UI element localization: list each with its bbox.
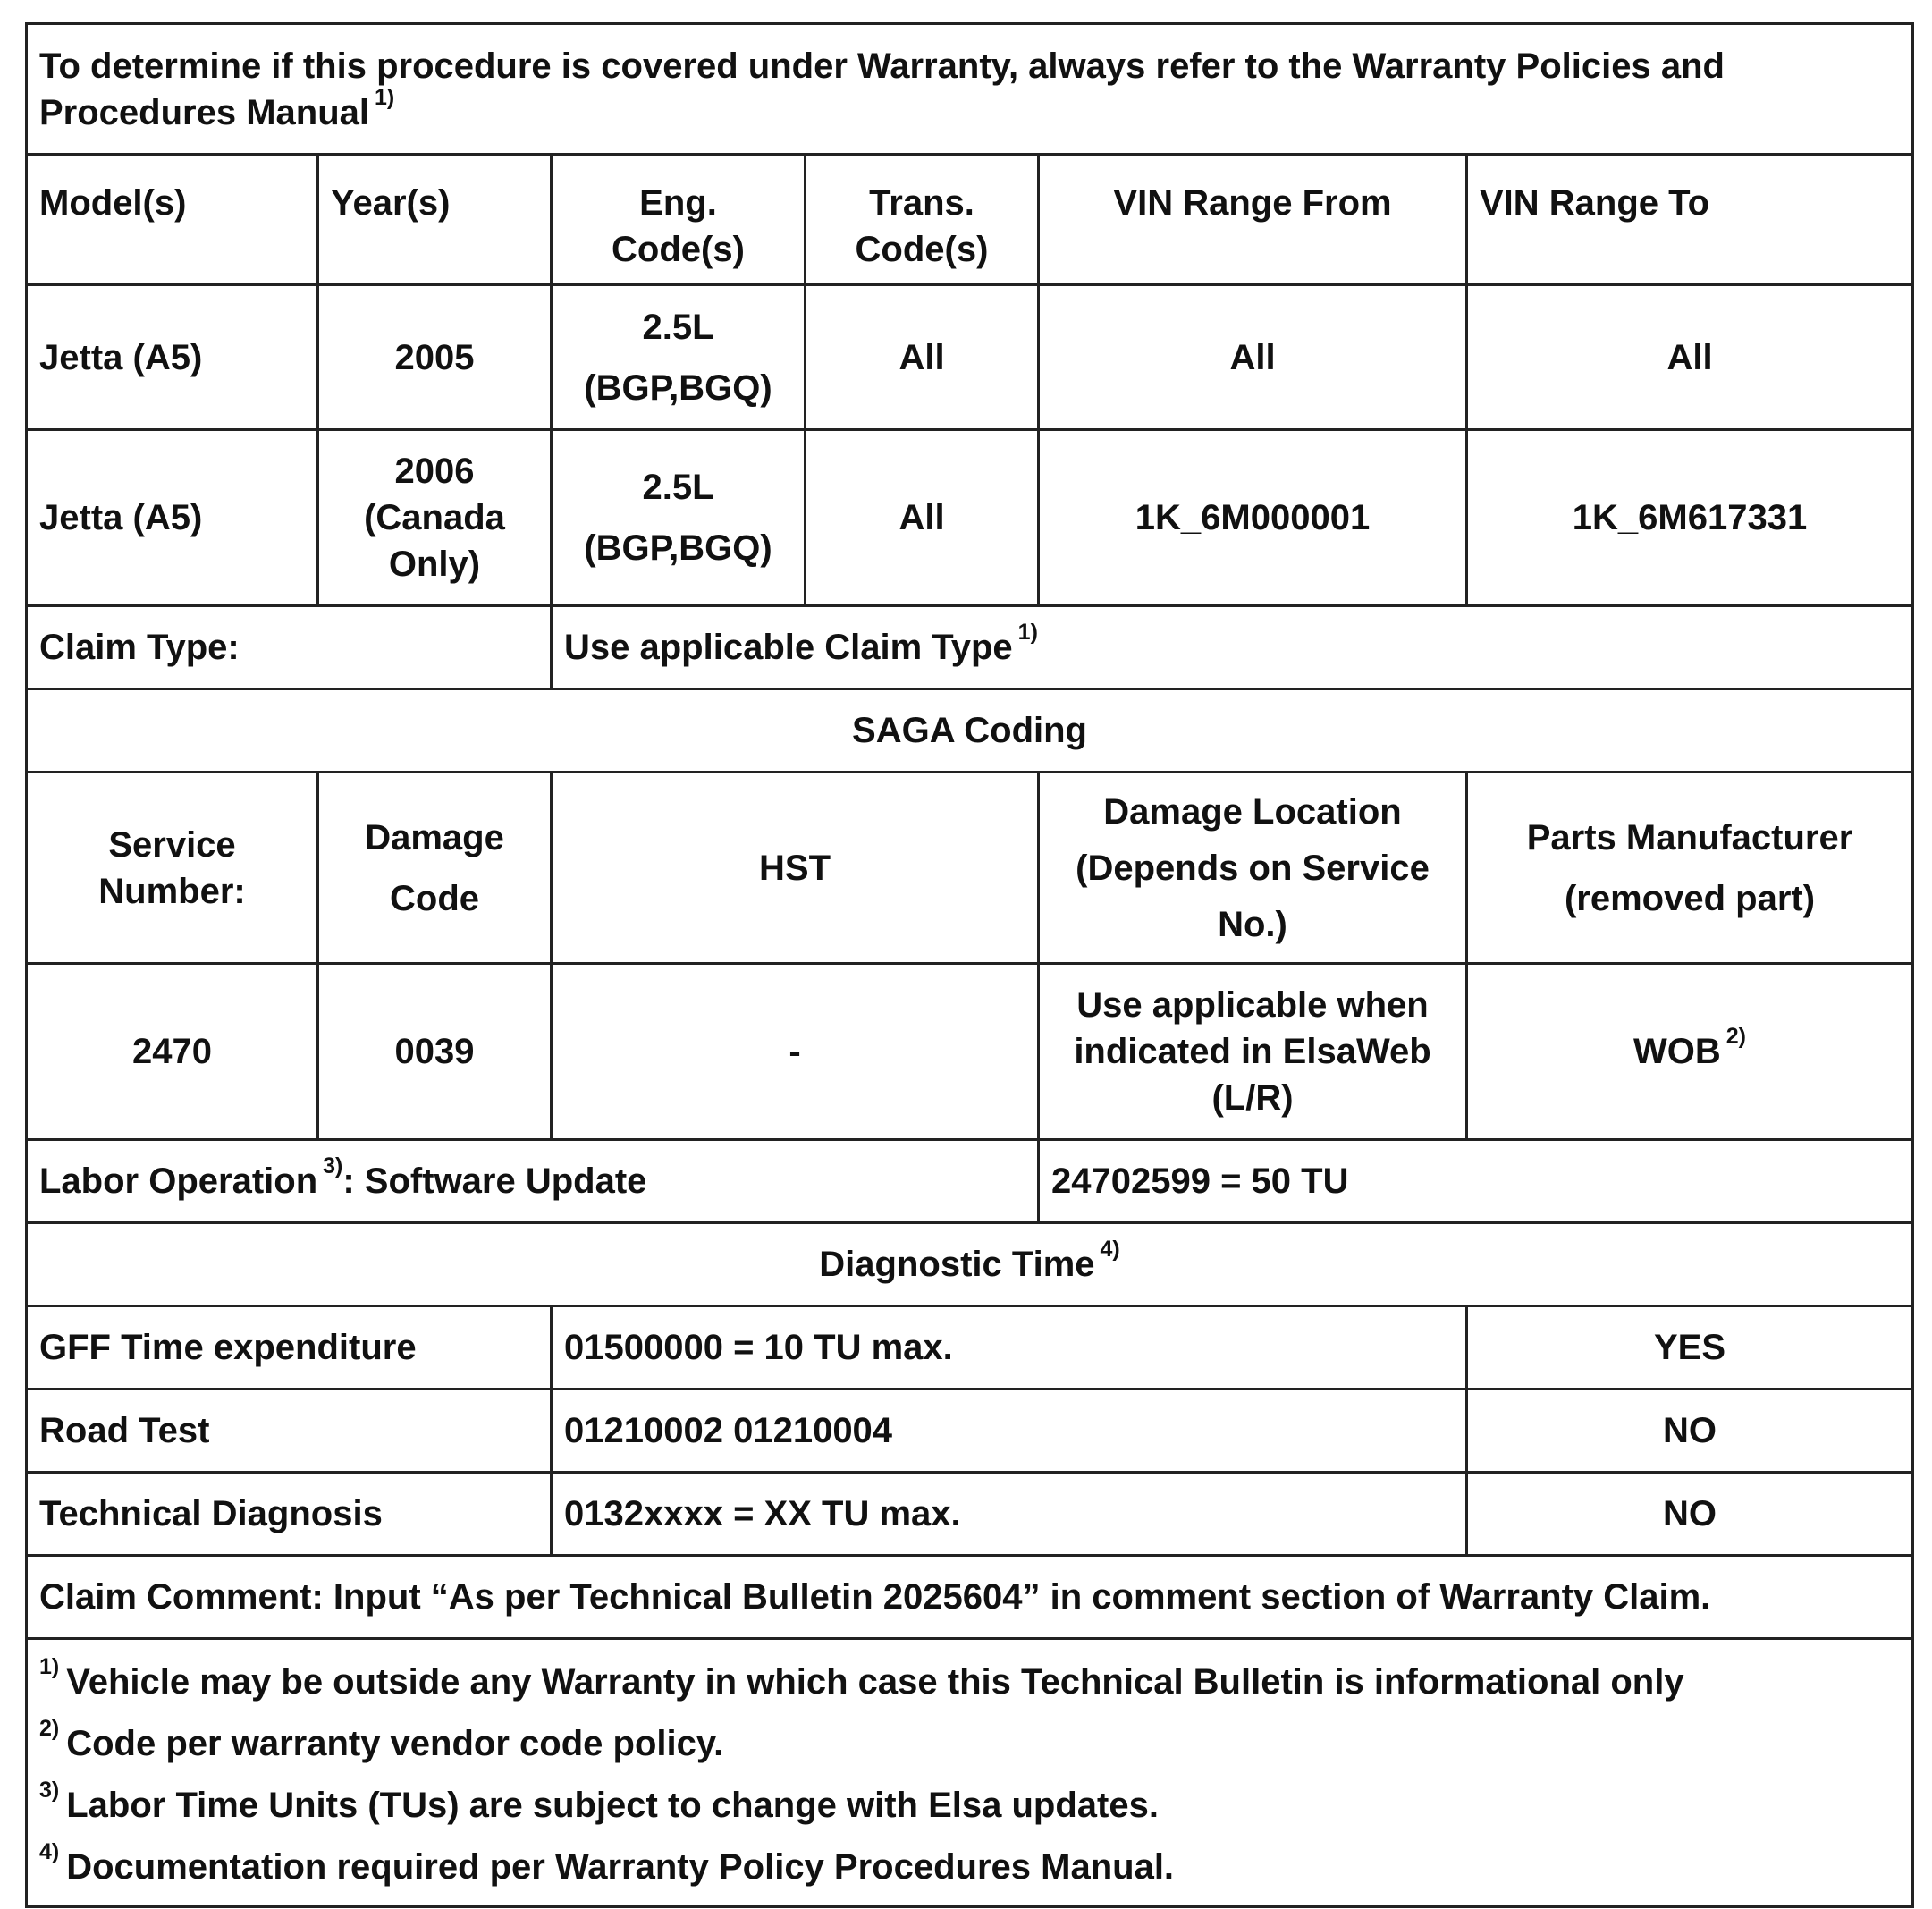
diagnostic-applies: YES [1467, 1306, 1913, 1390]
cell-vin-to: All [1467, 285, 1913, 430]
cell-trans-code: All [806, 285, 1039, 430]
footnote-ref: 3) [323, 1153, 343, 1178]
diagnostic-applies: NO [1467, 1390, 1913, 1473]
table-row [27, 1390, 1913, 1473]
claim-type-value: Use applicable Claim Type $^{1)}$ [552, 606, 1913, 689]
warranty-notice [27, 24, 1913, 155]
saga-col-parts-manufacturer: Parts Manufacturer (removed part) [1467, 773, 1913, 964]
claim-comment-row [27, 1556, 1913, 1639]
saga-title: SAGA Coding [27, 689, 1913, 773]
labor-operation-value: 24702599 = 50 TU [1039, 1140, 1913, 1223]
saga-damage-code: 0039 [318, 964, 552, 1140]
diagnostic-value: 01500000 = 10 TU max. [552, 1306, 1467, 1390]
saga-values-row [27, 964, 1913, 1140]
claim-comment: Claim Comment: Input “As per Technical Bulletin 2025604” in comment section of Warranty Claim. [27, 1556, 1913, 1639]
diagnostic-label: Technical Diagnosis [27, 1473, 552, 1556]
col-eng-code: Eng. Code(s) [552, 155, 806, 285]
table-row [27, 1473, 1913, 1556]
footnote-ref: 1) [375, 84, 395, 110]
footnote-ref: 2) [1725, 1024, 1747, 1049]
diagnostic-value: 0132xxxx = XX TU max. [552, 1473, 1467, 1556]
warranty-notice-text: To determine if this procedure is covered under Warranty, always refer to the Warranty Policies and Procedures Manual [39, 46, 1725, 132]
footnote-item: $^{3)}$ Labor Time Units (TUs) are subject to change with Elsa updates. [39, 1778, 1159, 1825]
diagnostic-title-row [27, 1223, 1913, 1306]
footnotes [27, 1639, 1913, 1907]
saga-col-damage-location: Damage Location (Depends on Service No.) [1039, 773, 1467, 964]
saga-col-service-number: Service Number: [27, 773, 318, 964]
warranty-table [25, 22, 1914, 1908]
col-model: Model(s) [27, 155, 318, 285]
table-row [27, 430, 1913, 606]
saga-col-hst: HST [552, 773, 1039, 964]
footnote-item: $^{4)}$ Documentation required per Warranty Policy Procedures Manual. [39, 1839, 1175, 1887]
table-row [27, 1306, 1913, 1390]
footnote-ref: 1) [1017, 620, 1038, 645]
diagnostic-label: Road Test [27, 1390, 552, 1473]
saga-parts-manufacturer: WOB $^{2)}$ [1467, 964, 1913, 1140]
header-row [27, 24, 1913, 155]
diagnostic-applies: NO [1467, 1473, 1913, 1556]
table-row [27, 285, 1913, 430]
footnote-ref: 4) [1100, 1237, 1120, 1262]
cell-eng-code: 2.5L (BGP,BGQ) [552, 285, 806, 430]
footnote-item: $^{1)}$ Vehicle may be outside any Warranty in which case this Technical Bulletin is informational only [39, 1654, 1684, 1702]
col-vin-from: VIN Range From [1039, 155, 1467, 285]
claim-type-row [27, 606, 1913, 689]
cell-year: 2005 [318, 285, 552, 430]
cell-vin-from: 1K_6M000001 [1039, 430, 1467, 606]
saga-title-row [27, 689, 1913, 773]
applicability-header-row [27, 155, 1913, 285]
diagnostic-value: 01210002 01210004 [552, 1390, 1467, 1473]
col-vin-to: VIN Range To [1467, 155, 1913, 285]
cell-year: 2006 (Canada Only) [318, 430, 552, 606]
saga-damage-location: Use applicable when indicated in ElsaWeb (L/R) [1039, 964, 1467, 1140]
footnote-item: $^{2)}$ Code per warranty vendor code policy. [39, 1716, 724, 1763]
cell-vin-to: 1K_6M617331 [1467, 430, 1913, 606]
cell-vin-from: All [1039, 285, 1467, 430]
saga-col-damage-code: Damage Code [318, 773, 552, 964]
labor-row [27, 1140, 1913, 1223]
cell-model: Jetta (A5) [27, 430, 318, 606]
saga-header-row [27, 773, 1913, 964]
claim-type-label: Claim Type: [27, 606, 552, 689]
saga-hst: - [552, 964, 1039, 1140]
cell-model: Jetta (A5) [27, 285, 318, 430]
diagnostic-title: Diagnostic Time $^{4)}$ [27, 1223, 1913, 1306]
cell-trans-code: All [806, 430, 1039, 606]
col-year: Year(s) [318, 155, 552, 285]
saga-service-number: 2470 [27, 964, 318, 1140]
footnotes-row [27, 1639, 1913, 1907]
cell-eng-code: 2.5L (BGP,BGQ) [552, 430, 806, 606]
diagnostic-label: GFF Time expenditure [27, 1306, 552, 1390]
labor-operation-label: Labor Operation $^{3)}$: Software Update [27, 1140, 1039, 1223]
col-trans-code: Trans. Code(s) [806, 155, 1039, 285]
